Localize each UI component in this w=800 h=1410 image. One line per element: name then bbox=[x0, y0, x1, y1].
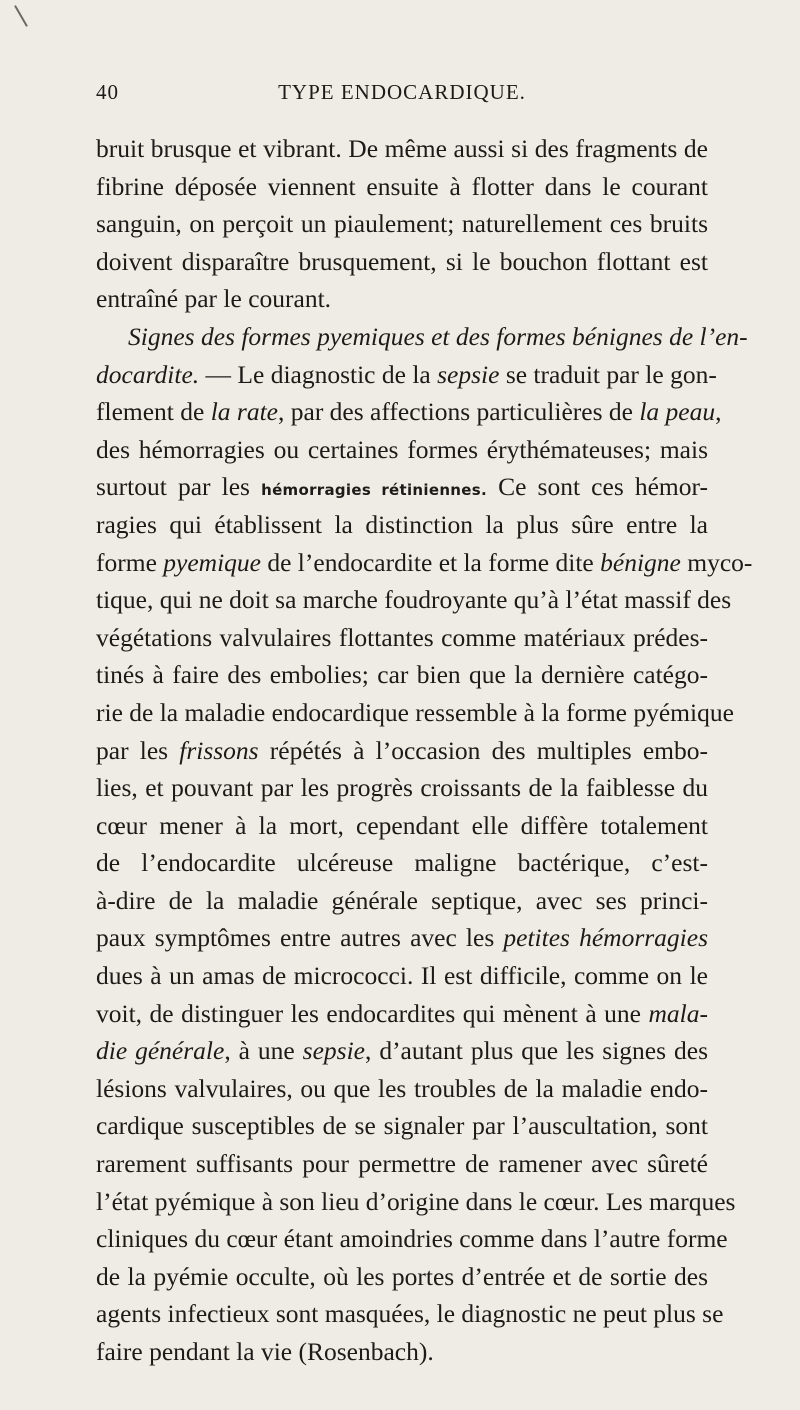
text-run: par les bbox=[96, 735, 180, 765]
text-run: de l’endocardite et la forme dite bbox=[260, 547, 601, 577]
text-line bbox=[96, 656, 708, 694]
text-line bbox=[96, 356, 717, 394]
text-line bbox=[96, 280, 708, 318]
italic-text: die générale bbox=[96, 1036, 225, 1066]
text-line bbox=[96, 1333, 708, 1371]
text-run: végétations valvulaires flottantes comme matériaux prédes- bbox=[96, 622, 708, 652]
running-title: TYPE ENDOCARDIQUE. bbox=[278, 80, 526, 104]
page-number: 40 bbox=[96, 80, 119, 104]
text-run: voit, de distinguer les endocardites qui mènent à une bbox=[96, 998, 649, 1028]
text-run: de la pyémie occulte, où les portes d’entrée et de sortie des bbox=[96, 1261, 708, 1291]
text-run: lésions valvulaires, ou que les troubles de la maladie endo- bbox=[96, 1073, 708, 1103]
text-run: forme bbox=[96, 547, 164, 577]
italic-text: sepsie bbox=[302, 1036, 365, 1066]
text-run: rie de la maladie endocardique ressemble à la forme pyémique bbox=[96, 697, 734, 727]
italic-text: frissons bbox=[179, 735, 259, 765]
text-run: répétés à l’occasion des multiples embo- bbox=[258, 735, 708, 765]
italic-text: mala- bbox=[648, 998, 708, 1028]
text-line bbox=[96, 1032, 708, 1070]
text-run: à-dire de la maladie générale septique, avec ses princi- bbox=[96, 885, 708, 915]
text-run: dues à un amas de micrococci. Il est difficile, comme on le bbox=[96, 961, 708, 991]
text-line bbox=[96, 1145, 708, 1183]
text-run: ragies qui établissent la distinction la plus sûre entre la bbox=[96, 509, 708, 539]
text-run: de l’endocardite ulcéreuse maligne bactérique, c’est- bbox=[96, 848, 708, 878]
text-line bbox=[96, 581, 732, 619]
text-run: agents infectieux sont masquées, le diagnostic ne peut plus se bbox=[96, 1299, 724, 1329]
text-run: bruit brusque et vibrant. De même aussi si des fragments de bbox=[96, 134, 708, 163]
text-line bbox=[96, 468, 708, 506]
text-line bbox=[96, 619, 708, 657]
text-run: cœur mener à la mort, cependant elle diffère totalement bbox=[96, 810, 708, 840]
text-line bbox=[96, 807, 708, 845]
text-run: , d’autant plus que les signes des bbox=[365, 1036, 708, 1066]
text-run: sanguin, on perçoit un piaulement; naturellement ces bruits bbox=[96, 209, 708, 239]
text-run: , à une bbox=[224, 1036, 303, 1066]
text-line bbox=[96, 1183, 736, 1221]
text-run: tique, qui ne doit sa marche foudroyante qu’à l’état massif des bbox=[96, 585, 732, 615]
text-run: faire pendant la vie (Rosenbach). bbox=[96, 1337, 434, 1366]
text-run: rarement suffisants pour permettre de ramener avec sûreté bbox=[96, 1149, 708, 1179]
italic-text: sepsie bbox=[437, 359, 500, 389]
text-run: se traduit par le gon- bbox=[499, 359, 717, 389]
italic-text: petites hémorragies bbox=[503, 923, 708, 953]
text-run: fibrine déposée viennent ensuite à flotter dans le courant bbox=[96, 171, 708, 201]
text-run: , bbox=[715, 397, 722, 427]
text-line bbox=[96, 957, 708, 995]
scan-corner-mark bbox=[14, 5, 28, 27]
italic-text: docardite. bbox=[96, 359, 200, 389]
text-line bbox=[96, 919, 708, 957]
body-text bbox=[96, 130, 753, 1371]
text-run: cliniques du cœur étant amoindries comme dans l’autre forme bbox=[96, 1224, 728, 1254]
text-line bbox=[96, 1295, 724, 1333]
emphasized-term: hémorragies rétiniennes. bbox=[261, 481, 487, 500]
text-run: cardique susceptibles de se signaler par l’auscultation, sont bbox=[96, 1111, 708, 1141]
text-line bbox=[96, 205, 708, 243]
text-line bbox=[96, 318, 748, 356]
italic-text: la peau bbox=[639, 397, 716, 427]
text-line bbox=[96, 393, 722, 431]
text-line bbox=[96, 694, 734, 732]
text-line bbox=[96, 1220, 728, 1258]
text-line bbox=[96, 431, 708, 469]
text-run: myco- bbox=[680, 547, 753, 577]
text-line bbox=[96, 130, 708, 168]
text-line bbox=[96, 995, 708, 1033]
text-run: surtout par les bbox=[96, 472, 262, 502]
running-head bbox=[96, 80, 708, 110]
text-run: paux symptômes entre autres avec les bbox=[96, 923, 504, 953]
italic-text: la rate bbox=[210, 397, 278, 427]
text-run: , par des affections particulières de bbox=[278, 397, 640, 427]
text-line bbox=[96, 243, 708, 281]
italic-text: Signes des formes pyemiques et des formes bénignes de l’en- bbox=[128, 321, 748, 351]
text-run: des hémorragies ou certaines formes érythémateuses; mais bbox=[96, 434, 708, 464]
text-line bbox=[96, 1070, 708, 1108]
text-run: doivent disparaître brusquement, si le bouchon flottant est bbox=[96, 246, 708, 276]
text-line bbox=[96, 769, 708, 807]
text-line bbox=[96, 844, 708, 882]
italic-text: bénigne bbox=[600, 547, 681, 577]
text-line bbox=[96, 1107, 708, 1145]
text-line bbox=[96, 168, 708, 206]
text-run: entraîné par le courant. bbox=[96, 284, 332, 314]
text-run: tinés à faire des embolies; car bien que la dernière catégo- bbox=[96, 660, 708, 690]
text-line bbox=[96, 544, 753, 582]
text-line bbox=[96, 732, 708, 770]
text-run: Ce sont ces hémor- bbox=[486, 472, 708, 502]
text-run: lies, et pouvant par les progrès croissants de la faiblesse du bbox=[96, 773, 708, 803]
text-run: flement de bbox=[96, 397, 211, 427]
text-run: — Le diagnostic de la bbox=[199, 359, 438, 389]
text-line bbox=[96, 506, 708, 544]
text-run: l’état pyémique à son lieu d’origine dans le cœur. Les marques bbox=[96, 1186, 736, 1216]
italic-text: pyemique bbox=[163, 547, 261, 577]
text-line bbox=[96, 1258, 708, 1296]
text-line bbox=[96, 882, 708, 920]
